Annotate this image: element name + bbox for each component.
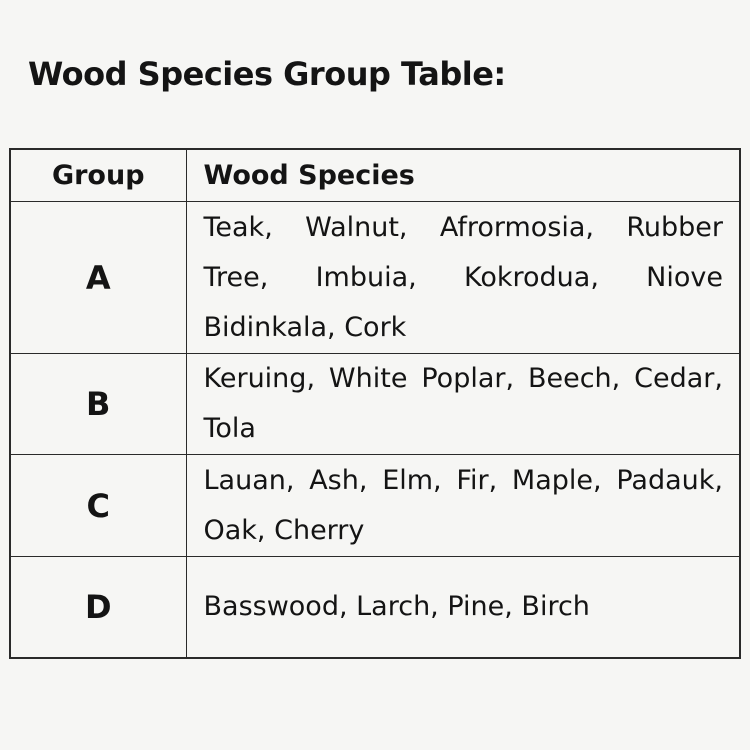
group-cell: C xyxy=(10,455,186,557)
page-title: Wood Species Group Table: xyxy=(28,55,506,93)
group-cell: D xyxy=(10,557,186,658)
group-column-header: Group xyxy=(10,149,186,202)
group-cell: A xyxy=(10,202,186,354)
species-column-header: Wood Species xyxy=(186,149,740,202)
table-row xyxy=(10,354,740,455)
table-row xyxy=(10,557,740,658)
species-cell: Lauan, Ash, Elm, Fir, Maple, Padauk, Oak, Cherry xyxy=(186,455,740,557)
wood-species-table xyxy=(9,148,741,659)
species-cell: Teak, Walnut, Afrormosia, Rubber Tree, Imbuia, Kokrodua, Niove Bidinkala, Cork xyxy=(186,202,740,354)
species-cell: Basswood, Larch, Pine, Birch xyxy=(186,557,740,658)
table-row xyxy=(10,202,740,354)
group-cell: B xyxy=(10,354,186,455)
species-cell: Keruing, White Poplar, Beech, Cedar, Tola xyxy=(186,354,740,455)
table-header-row xyxy=(10,149,740,202)
table-row xyxy=(10,455,740,557)
